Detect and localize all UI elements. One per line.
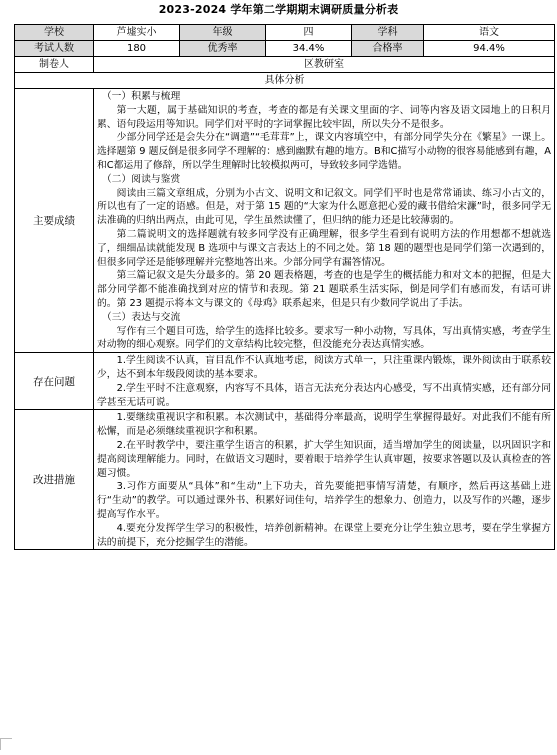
problems-label: 存在问题 [15, 353, 94, 410]
paragraph: 4.要充分发挥学生学习的积极性，培养创新精神。在课堂上要充分让学生独立思考，要在学生掌握方法的前提下，充分挖掘学生的潜能。 [97, 522, 551, 548]
section-problems [15, 353, 555, 410]
value-pass-rate: 94.4% [424, 41, 555, 57]
paragraph: 少部分同学还是会失分在“调遣”“毛茸茸”上，课文内容填空中，有部分同学失分在《繁星》一课上。选择题第 9 题反倒是很多同学不理解的：感到幽默有趣的地方。B和C描写小动物的很容易能感到有趣，A和C都运用了修辞，所以学生理解时比较模拟两可，导致较多同学选错。 [97, 132, 551, 171]
label-exam-count: 考试人数 [15, 41, 94, 57]
paragraph: 第二篇说明文的选择题就有较多同学没有正确理解，很多学生看到有说明方法的作用想都不想就选了，细细品读就能发现 B 选项中与课文言表达上的不同之处。第 18 题的题型也是同学们第一次遇到的，但很多同学还是能够理解并完整地答出来。少部分同学有漏答情况。 [97, 228, 551, 268]
paragraph: 第三篇记叙文是失分最多的。第 20 题表格题，考查的也是学生的概括能力和对文本的把握，但是大部分同学都不能准确找到对应的情节和表现。第 21 题联系生活实际，倒是同学们有感而发，有话可讲的。第 23 题提示将本文与课文的《母鸡》联系起来，但是只有少数同学说出了手法。 [97, 270, 551, 309]
section-measures [15, 410, 555, 550]
achievements-label: 主要成绩 [15, 89, 94, 353]
paragraph: 2.学生平时不注意观察，内容写不具体，语言无法充分表达内心感受，写不出真情实感，还有部分同学甚至无话可说。 [97, 382, 551, 408]
measures-label: 改进措施 [15, 410, 94, 550]
achievements-content [94, 89, 555, 353]
paragraph: 3.习作方面要从“具体”和“生动”上下功夫，首先要能把事情写清楚，有顺序，然后再这基础上进行“生动”的教学。可以通过课外书、积累好词佳句，培养学生的想象力、创造力，以及写作的兴趣，逐步提高写作水平。 [97, 481, 551, 520]
label-school: 学校 [15, 25, 94, 41]
label-grade: 年级 [180, 25, 266, 41]
paragraph: 阅读由三篇文章组成，分别为小古文、说明文和记叙文。同学们平时也是常常诵读、练习小古文的，所以也有了一定的语感。但是，对于第 15 题的“大家为什么愿意把心爱的藏书借给宋濂”时，很多同学无法准确的归纳出两点，由此可见，学生虽然读懂了，但归纳的能力还是比较薄弱的。 [97, 187, 551, 227]
problems-content [94, 353, 555, 410]
value-subject: 语文 [424, 25, 555, 41]
paragraph: 2.在平时教学中，要注重学生语言的积累，扩大学生知识面，适当增加学生的阅读量，以巩固识字和提高阅读理解能力。同时，在做语文习题时，要着眼于培养学生认真审题，按要求答题以及认真检查的答题习惯。 [97, 439, 551, 479]
label-pass-rate: 合格率 [352, 41, 424, 57]
value-grade: 四 [266, 25, 352, 41]
paragraph: 1.学生阅读不认真，盲目乱作不认真地考虑，阅读方式单一，只注重课内锻炼，课外阅读由于联系较少，达不到本年级段阅读的基本要求。 [97, 355, 551, 380]
page-title: 2023-2024 学年第二学期期末调研质量分析表 [158, 3, 399, 16]
value-author: 区教研室 [94, 57, 555, 73]
subheading: （一）积累与梳理 [101, 91, 181, 102]
value-exam-count: 180 [94, 41, 180, 57]
label-excellent-rate: 优秀率 [180, 41, 266, 57]
info-row-stats [15, 41, 555, 57]
subheading: （三）表达与交流 [101, 311, 181, 323]
label-author: 制卷人 [15, 57, 94, 73]
value-excellent-rate: 34.4% [266, 41, 352, 57]
analysis-header: 具体分析 [15, 73, 555, 89]
subheading: （二）阅读与鉴赏 [101, 173, 181, 185]
label-subject: 学科 [352, 25, 424, 41]
analysis-table [14, 24, 555, 550]
paragraph: 1.要继续重视识字和积累。本次测试中，基础得分率最高，说明学生掌握得最好。对此我们不能有所松懈，而是必须继续重视识字和积累。 [97, 412, 551, 438]
info-row-school [15, 25, 555, 41]
section-achievements [15, 89, 555, 353]
page-corner-mark [0, 738, 12, 750]
info-row-author [15, 57, 555, 73]
paragraph: 第一大题，属于基础知识的考查，考查的都是有关课文里面的字、词等内容及语文园地上的日积月累、语句段运用等知识。同学们对平时的字词掌握比较牢固，所以失分不是很多。 [97, 104, 551, 130]
value-school: 芦墟实小 [94, 25, 180, 41]
measures-content [94, 410, 555, 550]
analysis-header-row [15, 73, 555, 89]
paragraph: 写作有三个题目可选，给学生的选择比较多。要求写一种小动物，写具体，写出真情实感，考查学生对动物的细心观察。同学们的文章结构比较完整，但没能充分表达真情实感。 [97, 325, 551, 351]
